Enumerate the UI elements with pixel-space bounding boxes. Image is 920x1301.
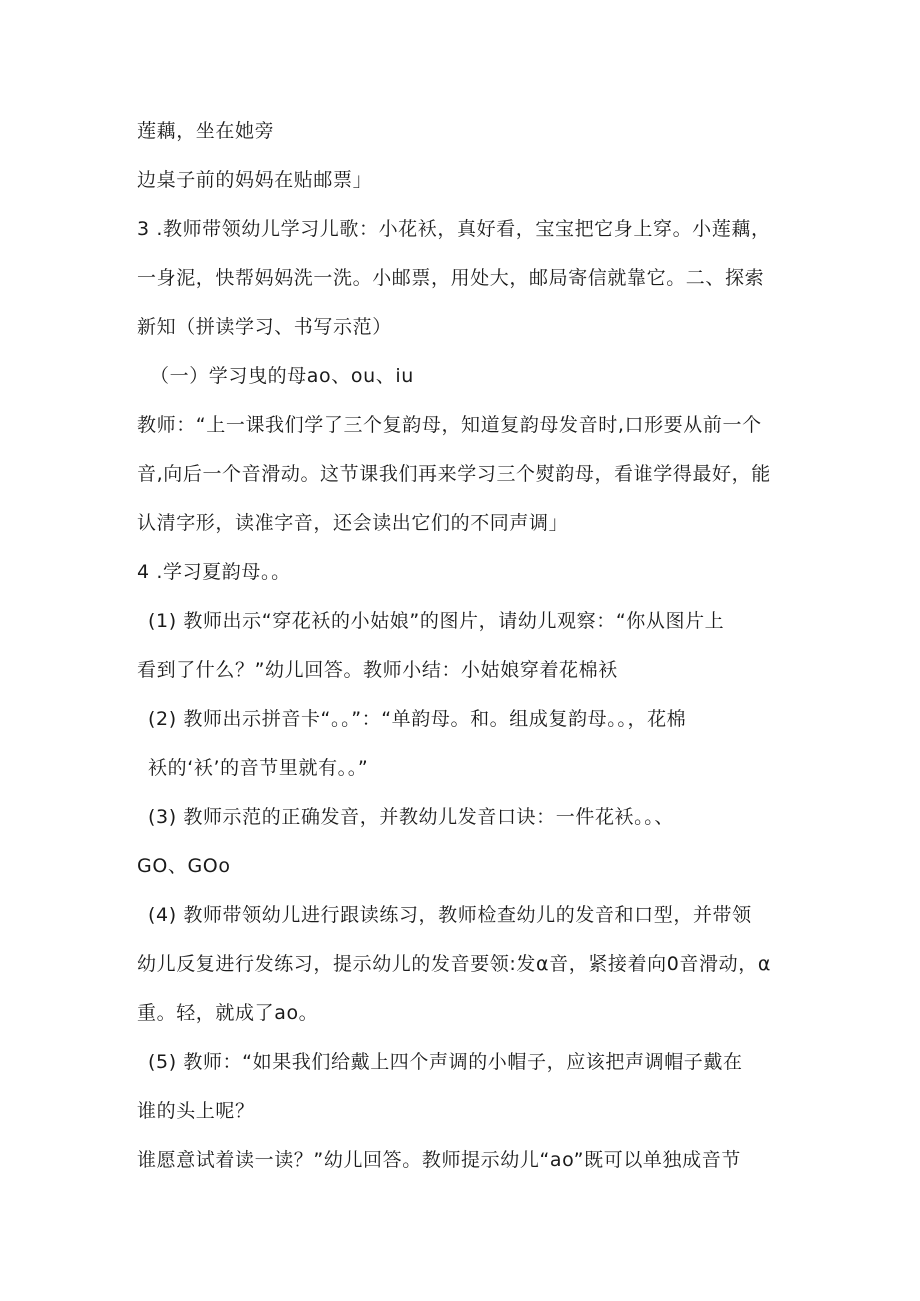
text-line: 重。轻，就成了ao。 — [137, 1002, 319, 1024]
text-line: 一身泥，快帮妈妈洗一洗。小邮票，用处大，邮局寄信就靠它。二、探索 — [137, 267, 765, 289]
text-line: 教师：“上一课我们学了三个复韵母，知道复韵母发音时,口形要从前一个 — [137, 414, 762, 436]
text-line: 谁的头上呢？ — [137, 1100, 255, 1122]
text-line: 3 .教师带领幼儿学习儿歌：小花袄，真好看，宝宝把它身上穿。小莲藕， — [137, 218, 771, 240]
text-line: 4 .学习夏韵母。。 — [137, 561, 291, 583]
list-item: (4) 教师带领幼儿进行跟读练习，教师检查幼儿的发音和口型，并带领 — [148, 904, 752, 926]
list-item: (3) 教师示范的正确发音，并教幼儿发音口诀：一件花袄。。、 — [148, 806, 674, 828]
text-line: 谁愿意试着读一读？”幼儿回答。教师提示幼儿“ao”既可以单独成音节 — [137, 1149, 741, 1171]
list-item: (2) 教师出示拼音卡“。。”：“单韵母。和。组成复韵母。。，花棉 — [148, 708, 687, 730]
section-heading: （一）学习曳的母ao、ou、iu — [150, 365, 414, 387]
text-line: 幼儿反复进行发练习，提示幼儿的发音要领:发α音，紧接着向0音滑动，α — [137, 953, 771, 975]
text-line: 新知（拼读学习、书写示范） — [137, 316, 392, 338]
list-item: (1) 教师出示“穿花袄的小姑娘”的图片，请幼儿观察：“你从图片上 — [148, 610, 725, 632]
text-line: 莲藕，坐在她旁 — [137, 120, 275, 142]
text-line: 袄的‘袄’的音节里就有。。” — [148, 757, 369, 779]
text-line: 边桌子前的妈妈在贴邮票」 — [137, 169, 373, 191]
text-line: GO、GOo — [137, 855, 231, 877]
text-line: 音,向后一个音滑动。这节课我们再来学习三个熨韵母，看谁学得最好，能 — [137, 463, 771, 485]
text-line: 看到了什么？”幼儿回答。教师小结：小姑娘穿着花棉袄 — [137, 659, 618, 681]
list-item: (5) 教师：“如果我们给戴上四个声调的小帽子，应该把声调帽子戴在 — [148, 1051, 743, 1073]
text-line: 认清字形，读准字音，还会读出它们的不同声调」 — [137, 512, 569, 534]
